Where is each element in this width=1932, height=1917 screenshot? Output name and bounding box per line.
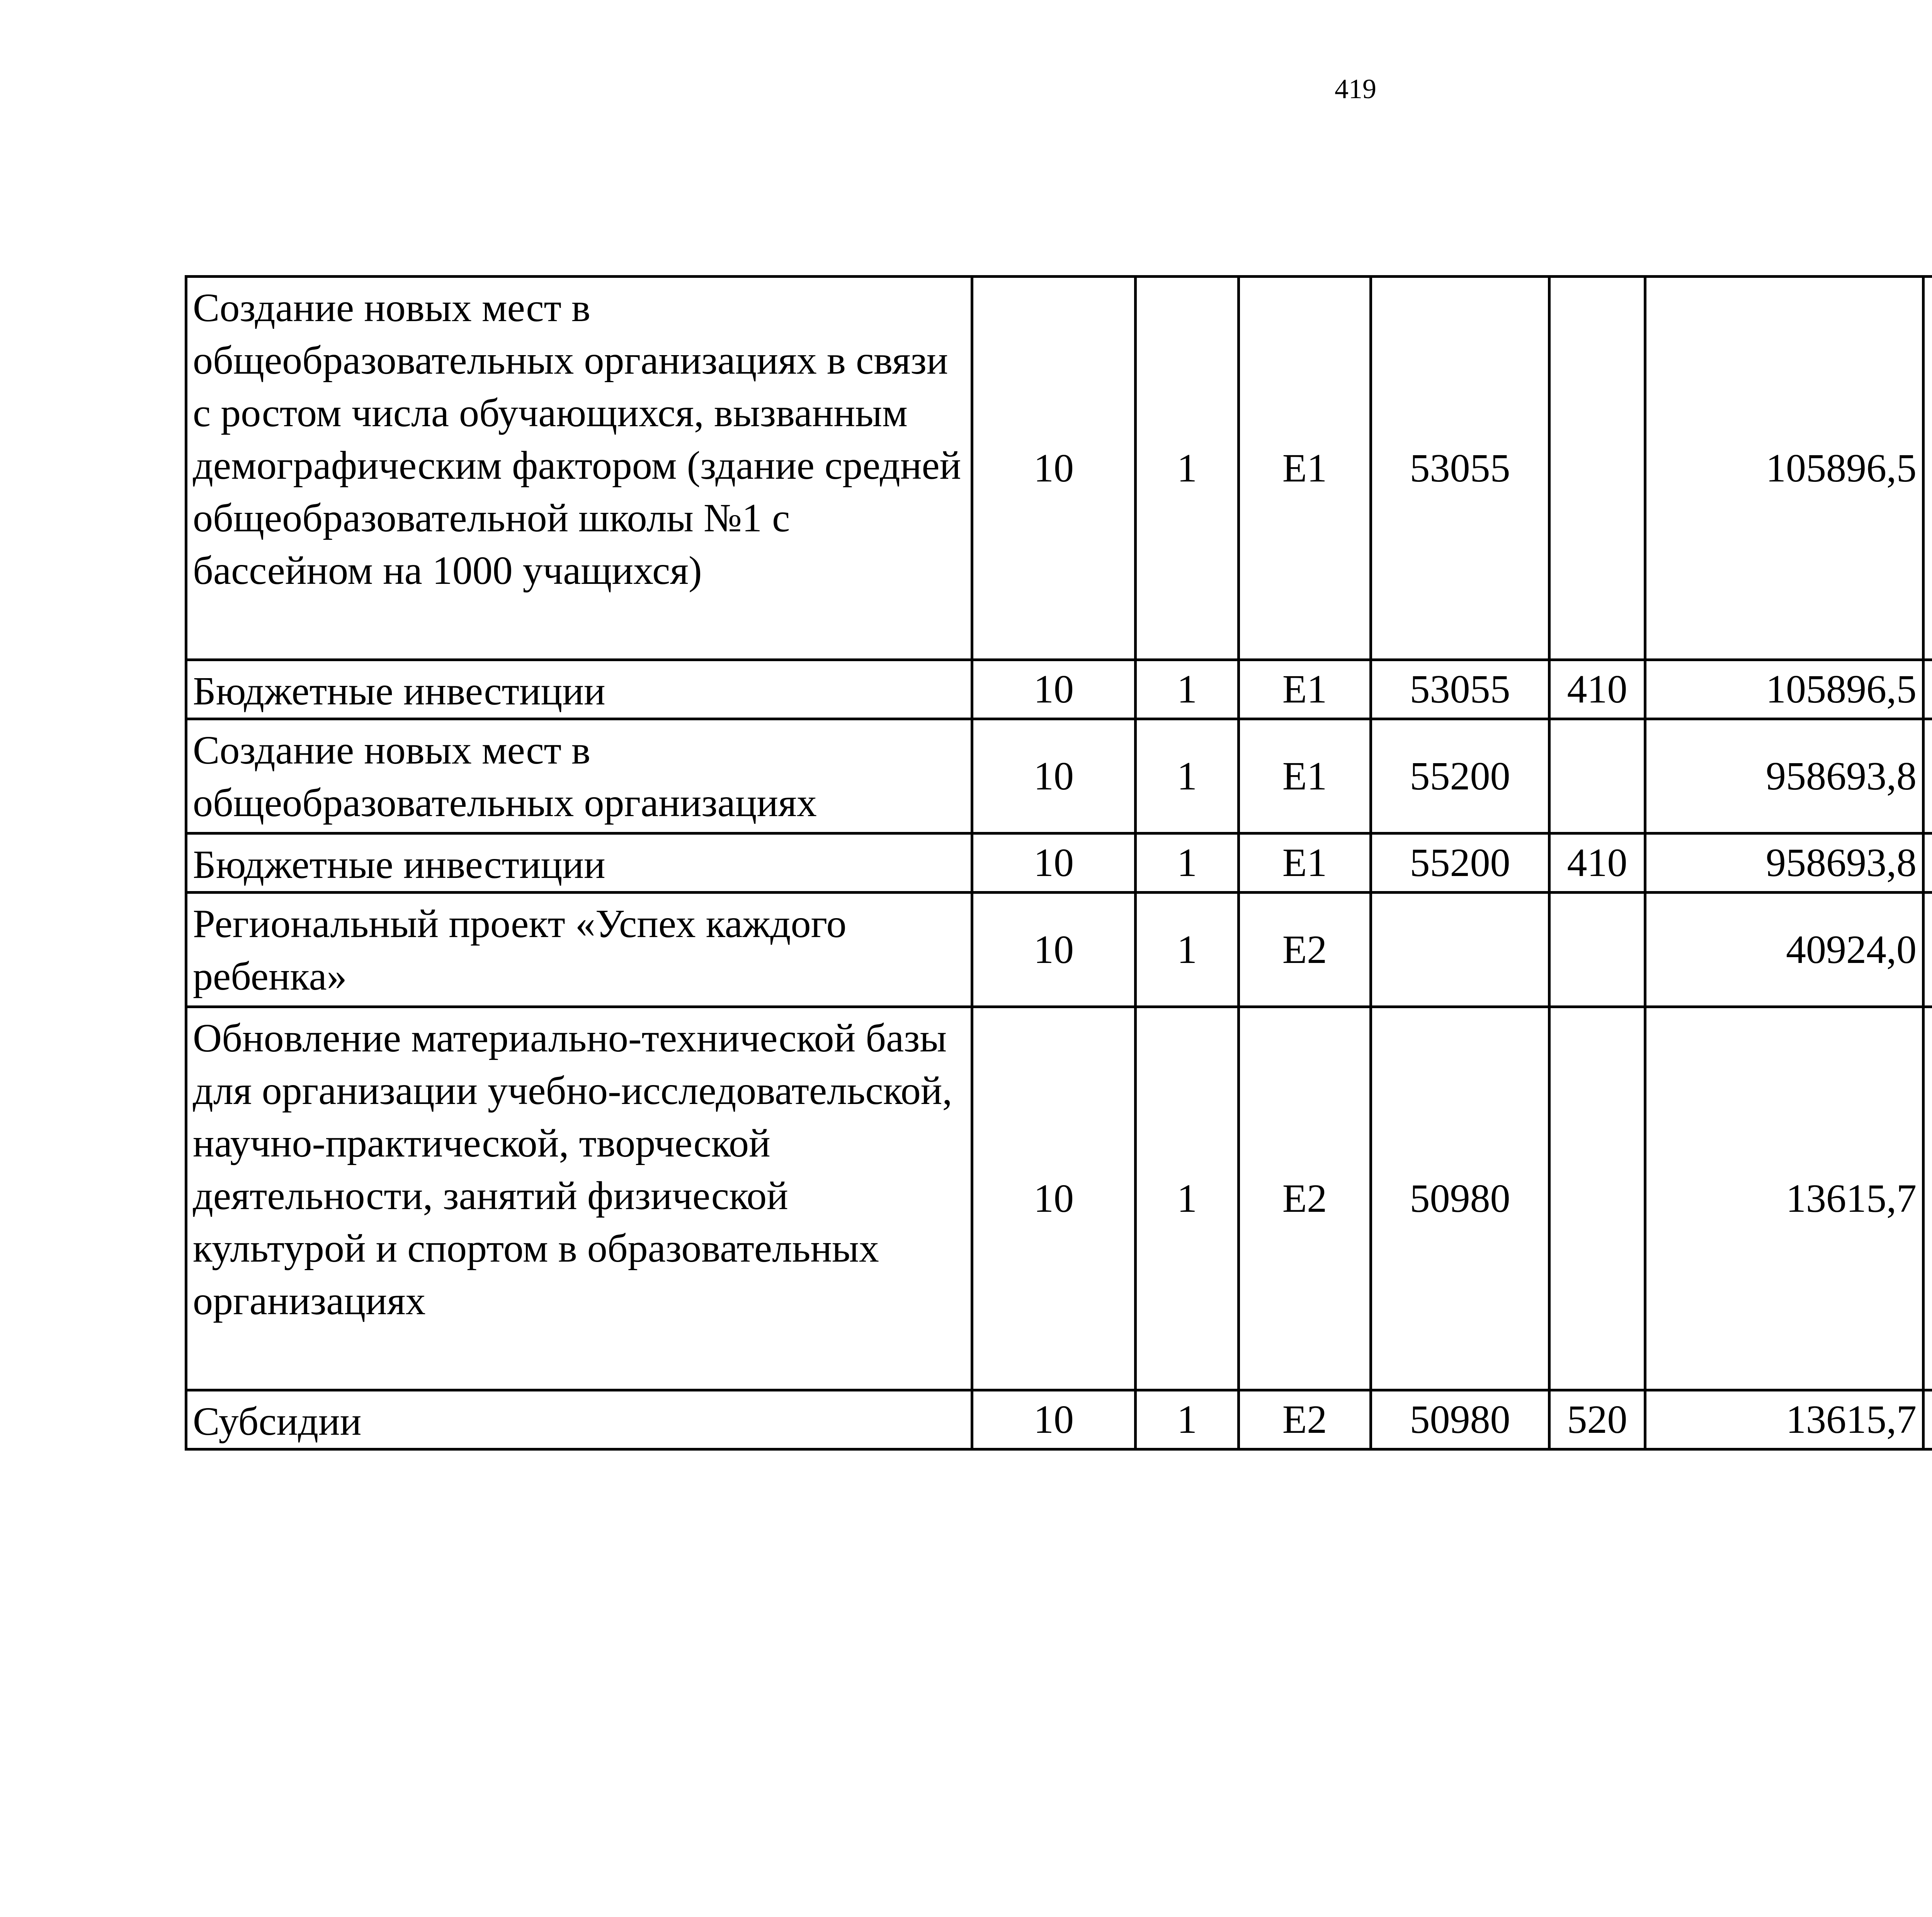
amount-2-cell (1923, 719, 1932, 833)
subsection-cell: 1 (1136, 1390, 1239, 1449)
row-name: Региональный проект «Успех каждого ребенка» (186, 893, 972, 1007)
amount-2-cell (1923, 1390, 1932, 1449)
table-row (186, 660, 1932, 719)
table-row (186, 1390, 1932, 1449)
section-cell: 10 (972, 277, 1136, 660)
direction-cell: 55200 (1371, 833, 1549, 893)
table-row (186, 833, 1932, 893)
expense-type-cell: 410 (1549, 833, 1645, 893)
expense-type-cell: 410 (1549, 660, 1645, 719)
row-name: Бюджетные инвестиции (186, 660, 972, 719)
direction-cell (1371, 893, 1549, 1007)
amount-2-cell (1923, 1007, 1932, 1390)
row-name: Создание новых мест в общеобразовательных организациях (186, 719, 972, 833)
section-cell: 10 (972, 719, 1136, 833)
table-row (186, 277, 1932, 660)
amount-2-cell (1923, 277, 1932, 660)
table-row (186, 1007, 1932, 1390)
table-row (186, 893, 1932, 1007)
program-cell: Е2 (1239, 893, 1371, 1007)
direction-cell: 50980 (1371, 1390, 1549, 1449)
section-cell: 10 (972, 893, 1136, 1007)
subsection-cell: 1 (1136, 833, 1239, 893)
amount-1-cell: 13615,7 (1645, 1390, 1923, 1449)
amount-1-cell: 958693,8 (1645, 833, 1923, 893)
amount-1-cell: 13615,7 (1645, 1007, 1923, 1390)
row-name: Субсидии (186, 1390, 972, 1449)
section-cell: 10 (972, 1390, 1136, 1449)
program-cell: Е1 (1239, 833, 1371, 893)
direction-cell: 50980 (1371, 1007, 1549, 1390)
amount-1-cell: 105896,5 (1645, 660, 1923, 719)
amount-1-cell: 958693,8 (1645, 719, 1923, 833)
program-cell: Е1 (1239, 277, 1371, 660)
expense-type-cell (1549, 893, 1645, 1007)
expense-type-cell (1549, 277, 1645, 660)
direction-cell: 53055 (1371, 277, 1549, 660)
program-cell: Е2 (1239, 1007, 1371, 1390)
expense-type-cell: 520 (1549, 1390, 1645, 1449)
row-name: Обновление материально-технической базы для организации учебно-исследовательской, научно-практической, творческой деятельности, занятий физической культурой и спортом в образовательных организациях (186, 1007, 972, 1390)
amount-2-cell (1923, 833, 1932, 893)
expense-type-cell (1549, 1007, 1645, 1390)
amount-2-cell (1923, 660, 1932, 719)
amount-1-cell: 105896,5 (1645, 277, 1923, 660)
section-cell: 10 (972, 1007, 1136, 1390)
table-row (186, 719, 1932, 833)
amount-2-cell (1923, 893, 1932, 1007)
program-cell: Е2 (1239, 1390, 1371, 1449)
subsection-cell: 1 (1136, 1007, 1239, 1390)
expense-type-cell (1549, 719, 1645, 833)
direction-cell: 55200 (1371, 719, 1549, 833)
budget-table (185, 275, 1932, 1451)
row-name: Создание новых мест в общеобразовательных организациях в связи с ростом числа обучающихся, вызванным демографическим фактором (здание средней общеобразовательной школы №1 с бассейном на 1000 учащихся) (186, 277, 972, 660)
page-number: 419 (1335, 73, 1376, 104)
program-cell: Е1 (1239, 719, 1371, 833)
amount-1-cell: 40924,0 (1645, 893, 1923, 1007)
section-cell: 10 (972, 833, 1136, 893)
section-cell: 10 (972, 660, 1136, 719)
row-name: Бюджетные инвестиции (186, 833, 972, 893)
direction-cell: 53055 (1371, 660, 1549, 719)
subsection-cell: 1 (1136, 277, 1239, 660)
subsection-cell: 1 (1136, 719, 1239, 833)
subsection-cell: 1 (1136, 660, 1239, 719)
subsection-cell: 1 (1136, 893, 1239, 1007)
program-cell: Е1 (1239, 660, 1371, 719)
